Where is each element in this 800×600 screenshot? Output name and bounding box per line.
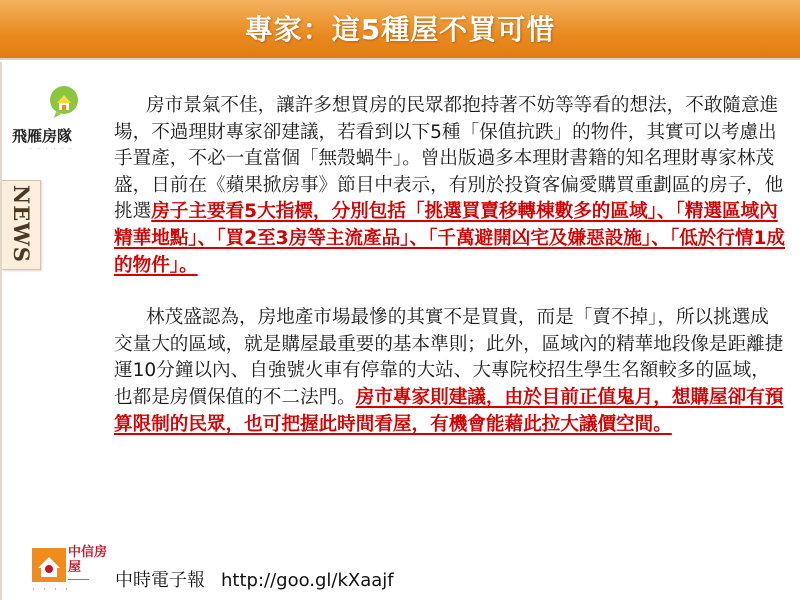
paragraph-2-highlight: 房市專家則建議，由於目前正值鬼月，想購屋卻有預算限制的民眾，也可把握此時間看屋，有機會能藉此拉大議價空間。 bbox=[114, 386, 784, 435]
chinatrust-brand: 中信房屋 bbox=[68, 545, 108, 575]
news-tab bbox=[2, 180, 41, 270]
article-paragraph-2 bbox=[114, 305, 786, 438]
sidebar-edge bbox=[0, 62, 2, 600]
header-divider bbox=[0, 58, 800, 60]
house-speech-bubble-icon bbox=[46, 85, 82, 119]
feiyan-tagline-mark: · · · · · · bbox=[30, 146, 73, 153]
article-paragraph-1 bbox=[114, 93, 786, 279]
chinatrust-realty-logo bbox=[10, 543, 108, 595]
paragraph-1-highlight: 房子主要看5大指標，分別包括「挑選買賣移轉棟數多的區域」、「精選區域內精華地點」、「買2至3房等主流產品」、「千萬避開凶宅及嫌惡設施」、「低於行情1成的物件」。 bbox=[114, 201, 785, 276]
source-url-link[interactable]: http://goo.gl/kXaajf bbox=[221, 570, 394, 591]
page-title: 專家：這5種屋不買可惜 bbox=[244, 13, 556, 46]
chinatrust-slogan-mark: · · · · bbox=[32, 585, 71, 594]
chinatrust-realty-icon bbox=[32, 548, 66, 582]
feiyan-brand: 飛雁房隊 bbox=[12, 127, 73, 145]
source-name: 中時電子報 bbox=[115, 570, 205, 591]
article-body bbox=[114, 93, 786, 438]
source-credit bbox=[115, 566, 394, 592]
news-label: NEWS bbox=[9, 185, 34, 263]
paragraph-1-text: 房市景氣不佳，讓許多想買房的民眾都抱持著不妨等等看的想法，不敢隨意進場，不過理財專家卻建議，若看到以下5種「保值抗跌」的物件，其實可以考慮出手置產，不必一直當個「無殼蝸牛」。曾出版過多本理財書籍的知名理財專家林茂盛，日前在《蘋果掀房事》節目中表示，有別於投資客偏愛購買重劃區的房子，他挑選 bbox=[114, 95, 784, 223]
chinatrust-english-mark: ━━━━━━━ bbox=[68, 577, 90, 583]
feiyan-logo bbox=[8, 85, 108, 153]
paragraph-2-text: 林茂盛認為，房地產市場最慘的其實不是買貴，而是「賣不掉」，所以挑選成交量大的區域，就是購屋最重要的基本準則；此外，區域內的精華地段像是距離捷運10分鐘以內、自強號火車有停靠的大站、大專院校招生學生名額較多的區域，也都是房價保值的不二法門。 bbox=[114, 307, 784, 408]
header-bar bbox=[0, 0, 800, 58]
